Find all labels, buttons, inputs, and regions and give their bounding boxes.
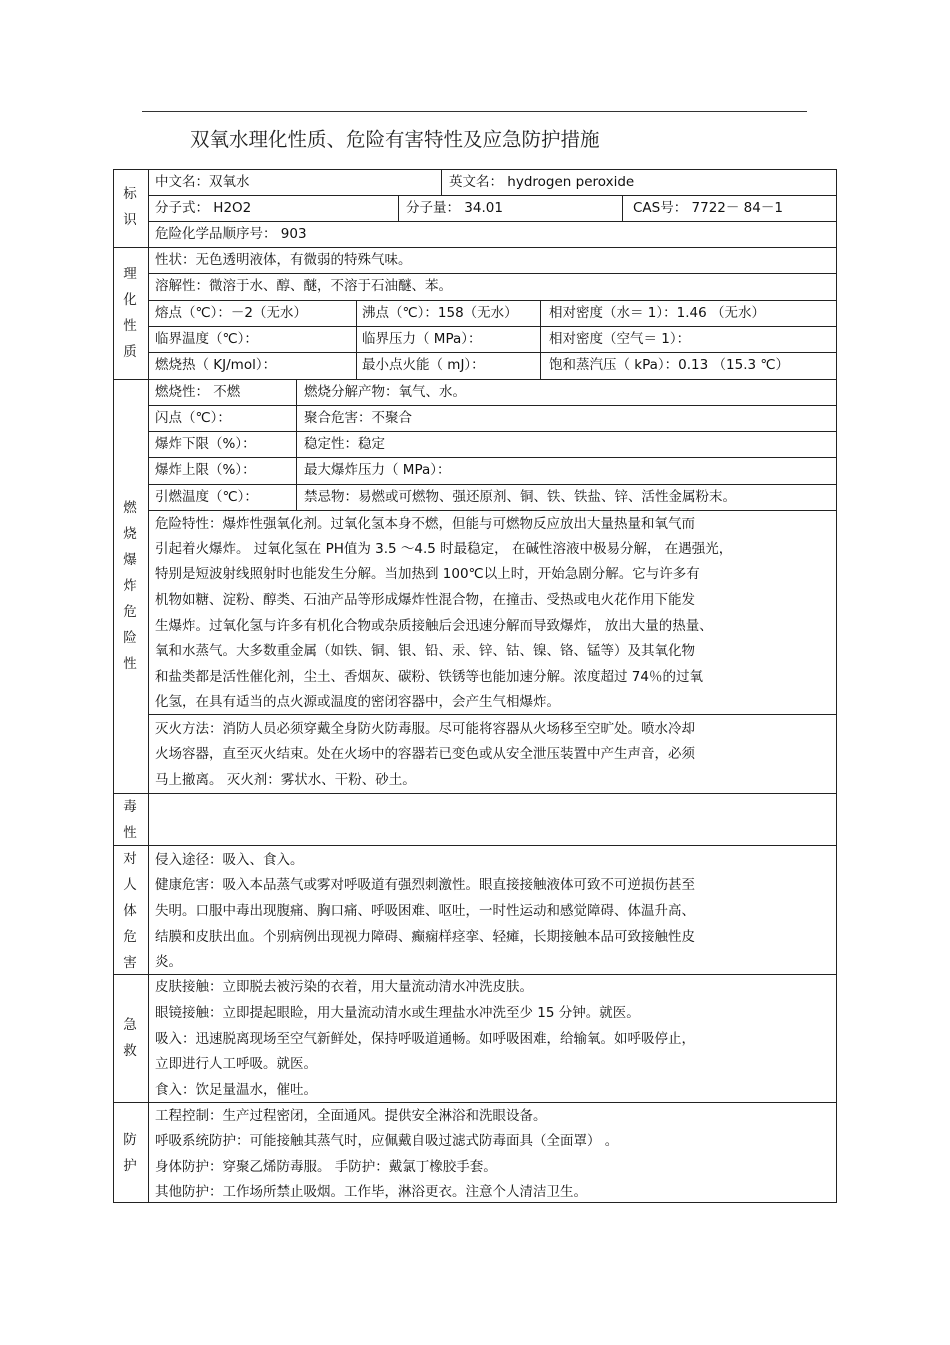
row-rule: [148, 195, 837, 196]
protection-line: 呼吸系统防护：可能接触其蒸气时，应佩戴自吸过滤式防毒面具（全面罩） 。: [155, 1133, 619, 1149]
decomposition-products: 燃烧分解产物：氧气、水。: [304, 384, 466, 400]
hazard-line: 生爆炸。过氧化氢与许多有机化合物或杂质接触后会迅速分解而导致爆炸， 放出大量的热量、: [155, 618, 713, 634]
critical-temperature: 临界温度（℃）：: [155, 331, 258, 347]
hazard-line: 化氢，在具有适当的点火源或温度的密闭容器中，会产生气相爆炸。: [155, 694, 560, 710]
cell-divider: [441, 169, 442, 195]
hazard-line: 引起着火爆炸。 过氧化氢在 PH值为 3.5 ～4.5 时最稳定， 在碱性溶液中极易分解， 在遇强光，: [155, 541, 733, 557]
row-rule: [148, 352, 837, 353]
lower-explosive-limit: 爆炸下限（%）：: [155, 436, 256, 452]
health-line: 侵入途径：吸入、食入。: [155, 852, 304, 868]
section-label-identity: 标 识: [123, 186, 137, 228]
section-rule: [113, 845, 837, 846]
section-label-toxicity: 毒 性: [123, 799, 137, 841]
protection-line: 身体防护：穿聚乙烯防毒服。 手防护：戴氯丁橡胶手套。: [155, 1159, 497, 1175]
section-label-protection: 防 护: [123, 1132, 137, 1174]
firstaid-line: 眼镜接触：立即提起眼睑，用大量流动清水或生理盐水冲洗至少 15 分钟。就医。: [155, 1005, 640, 1021]
row-rule: [148, 484, 837, 485]
section-rule: [113, 793, 837, 794]
section-label-health: 对 人 体 危 害: [123, 851, 137, 971]
firstaid-line: 皮肤接触：立即脱去被污染的衣着，用大量流动清水冲洗皮肤。: [155, 979, 533, 995]
row-rule: [148, 457, 837, 458]
hazard-line: 和盐类都是活性催化剂，尘土、香烟灰、碳粉、铁锈等也能加速分解。浓度超过 74％的过氧: [155, 669, 703, 685]
top-rule: [142, 111, 807, 112]
firstaid-line: 立即进行人工呼吸。就医。: [155, 1056, 317, 1072]
section-label-firstaid: 急 救: [123, 1017, 137, 1059]
stability: 稳定性：稳定: [304, 436, 385, 452]
row-rule: [148, 221, 837, 222]
molecular-formula: 分子式： H2O2: [155, 200, 252, 216]
flammability: 燃烧性： 不燃: [155, 384, 241, 400]
protection-line: 工程控制：生产过程密闭，全面通风。提供安全淋浴和洗眼设备。: [155, 1108, 547, 1124]
hazard-line: 危险特性：爆炸性强氧化剂。过氧化氢本身不燃，但能与可燃物反应放出大量热量和氧气而: [155, 516, 695, 532]
english-name: 英文名： hydrogen peroxide: [449, 174, 635, 190]
row-rule: [148, 431, 837, 432]
cas-number: CAS号： 7722－ 84－1: [633, 200, 783, 216]
hazard-line: 氧和水蒸气。大多数重金属（如铁、铜、银、铅、汞、锌、钴、镍、铬、锰等）及其氧化物: [155, 643, 695, 659]
row-rule: [148, 405, 837, 406]
extinguish-line: 火场容器，直至灭火结束。处在火场中的容器若已变色或从安全泄压装置中产生声音，必须: [155, 746, 695, 762]
section-label-fire: 燃 烧 爆 炸 危 险 性: [123, 500, 137, 672]
row-rule: [148, 300, 837, 301]
appearance: 性状：无色透明液体，有微弱的特殊气味。: [155, 252, 412, 268]
row-rule: [148, 326, 837, 327]
relative-density-air: 相对密度（空气＝ 1）：: [549, 331, 691, 347]
autoignition-temperature: 引燃温度（℃）：: [155, 489, 258, 505]
boiling-point: 沸点（℃）：158（无水）: [362, 305, 518, 321]
critical-pressure: 临界压力（ MPa）：: [362, 331, 482, 347]
cell-divider: [398, 195, 399, 221]
row-rule: [148, 510, 837, 511]
firstaid-line: 吸入：迅速脱离现场至空气新鲜处，保持呼吸道通畅。如呼吸困难，给输氧。如呼吸停止，: [155, 1031, 695, 1047]
chinese-name: 中文名：双氧水: [155, 174, 250, 190]
hazard-sequence-number: 危险化学品顺序号： 903: [155, 226, 307, 242]
row-rule: [148, 273, 837, 274]
flash-point: 闪点（℃）：: [155, 410, 231, 426]
polymerization-hazard: 聚合危害：不聚合: [304, 410, 412, 426]
firstaid-line: 食入：饮足量温水，催吐。: [155, 1082, 317, 1098]
health-line: 炎。: [155, 954, 182, 970]
cell-divider: [622, 195, 623, 221]
cell-divider: [356, 300, 357, 379]
molecular-weight: 分子量： 34.01: [406, 200, 503, 216]
solubility: 溶解性：微溶于水、醇、醚，不溶于石油醚、苯。: [155, 278, 452, 294]
hazard-line: 机物如糖、淀粉、醇类、石油产品等形成爆炸性混合物，在撞击、受热或电火花作用下能发: [155, 592, 695, 608]
row-rule: [148, 714, 837, 715]
page-title: 双氧水理化性质、危险有害特性及应急防护措施: [190, 128, 600, 151]
section-rule: [113, 974, 837, 975]
combustion-heat: 燃烧热（ KJ/mol）：: [155, 357, 277, 373]
cell-divider: [296, 379, 297, 510]
melting-point: 熔点（℃）：－2（无水）: [155, 305, 307, 321]
section-rule: [113, 247, 837, 248]
relative-density-water: 相对密度（水＝ 1）：1.46 （无水）: [549, 305, 765, 321]
vapor-pressure: 饱和蒸汽压（ kPa）：0.13 （15.3 ℃）: [549, 357, 790, 373]
health-line: 失明。口服中毒出现腹痛、胸口痛、呼吸困难、呕吐，一时性运动和感觉障碍、体温升高、: [155, 903, 695, 919]
max-explosion-pressure: 最大爆炸压力（ MPa）：: [304, 462, 451, 478]
section-rule: [113, 379, 837, 380]
health-line: 健康危害：吸入本品蒸气或雾对呼吸道有强烈刺激性。眼直接接触液体可致不可逆损伤甚至: [155, 877, 695, 893]
hazard-line: 特别是短波射线照射时也能发生分解。当加热到 100℃以上时，开始急剧分解。它与许多有: [155, 566, 700, 582]
extinguish-line: 马上撤离。 灭火剂：雾状水、干粉、砂土。: [155, 772, 416, 788]
section-rule: [113, 1102, 837, 1103]
cell-divider: [540, 300, 541, 379]
incompatible-materials: 禁忌物：易燃或可燃物、强还原剂、铜、铁、铁盐、锌、活性金属粉末。: [304, 489, 736, 505]
extinguish-line: 灭火方法：消防人员必须穿戴全身防火防毒服。尽可能将容器从火场移至空旷处。喷水冷却: [155, 721, 695, 737]
protection-line: 其他防护：工作场所禁止吸烟。工作毕，淋浴更衣。注意个人清洁卫生。: [155, 1184, 587, 1200]
upper-explosive-limit: 爆炸上限（%）：: [155, 462, 256, 478]
section-label-physchem: 理 化 性 质: [123, 266, 137, 360]
minimum-ignition-energy: 最小点火能（ mJ）：: [362, 357, 485, 373]
health-line: 结膜和皮肤出血。个别病例出现视力障碍、癫痫样痉挛、轻瘫，长期接触本品可致接触性皮: [155, 929, 695, 945]
label-column-divider: [148, 169, 149, 1203]
